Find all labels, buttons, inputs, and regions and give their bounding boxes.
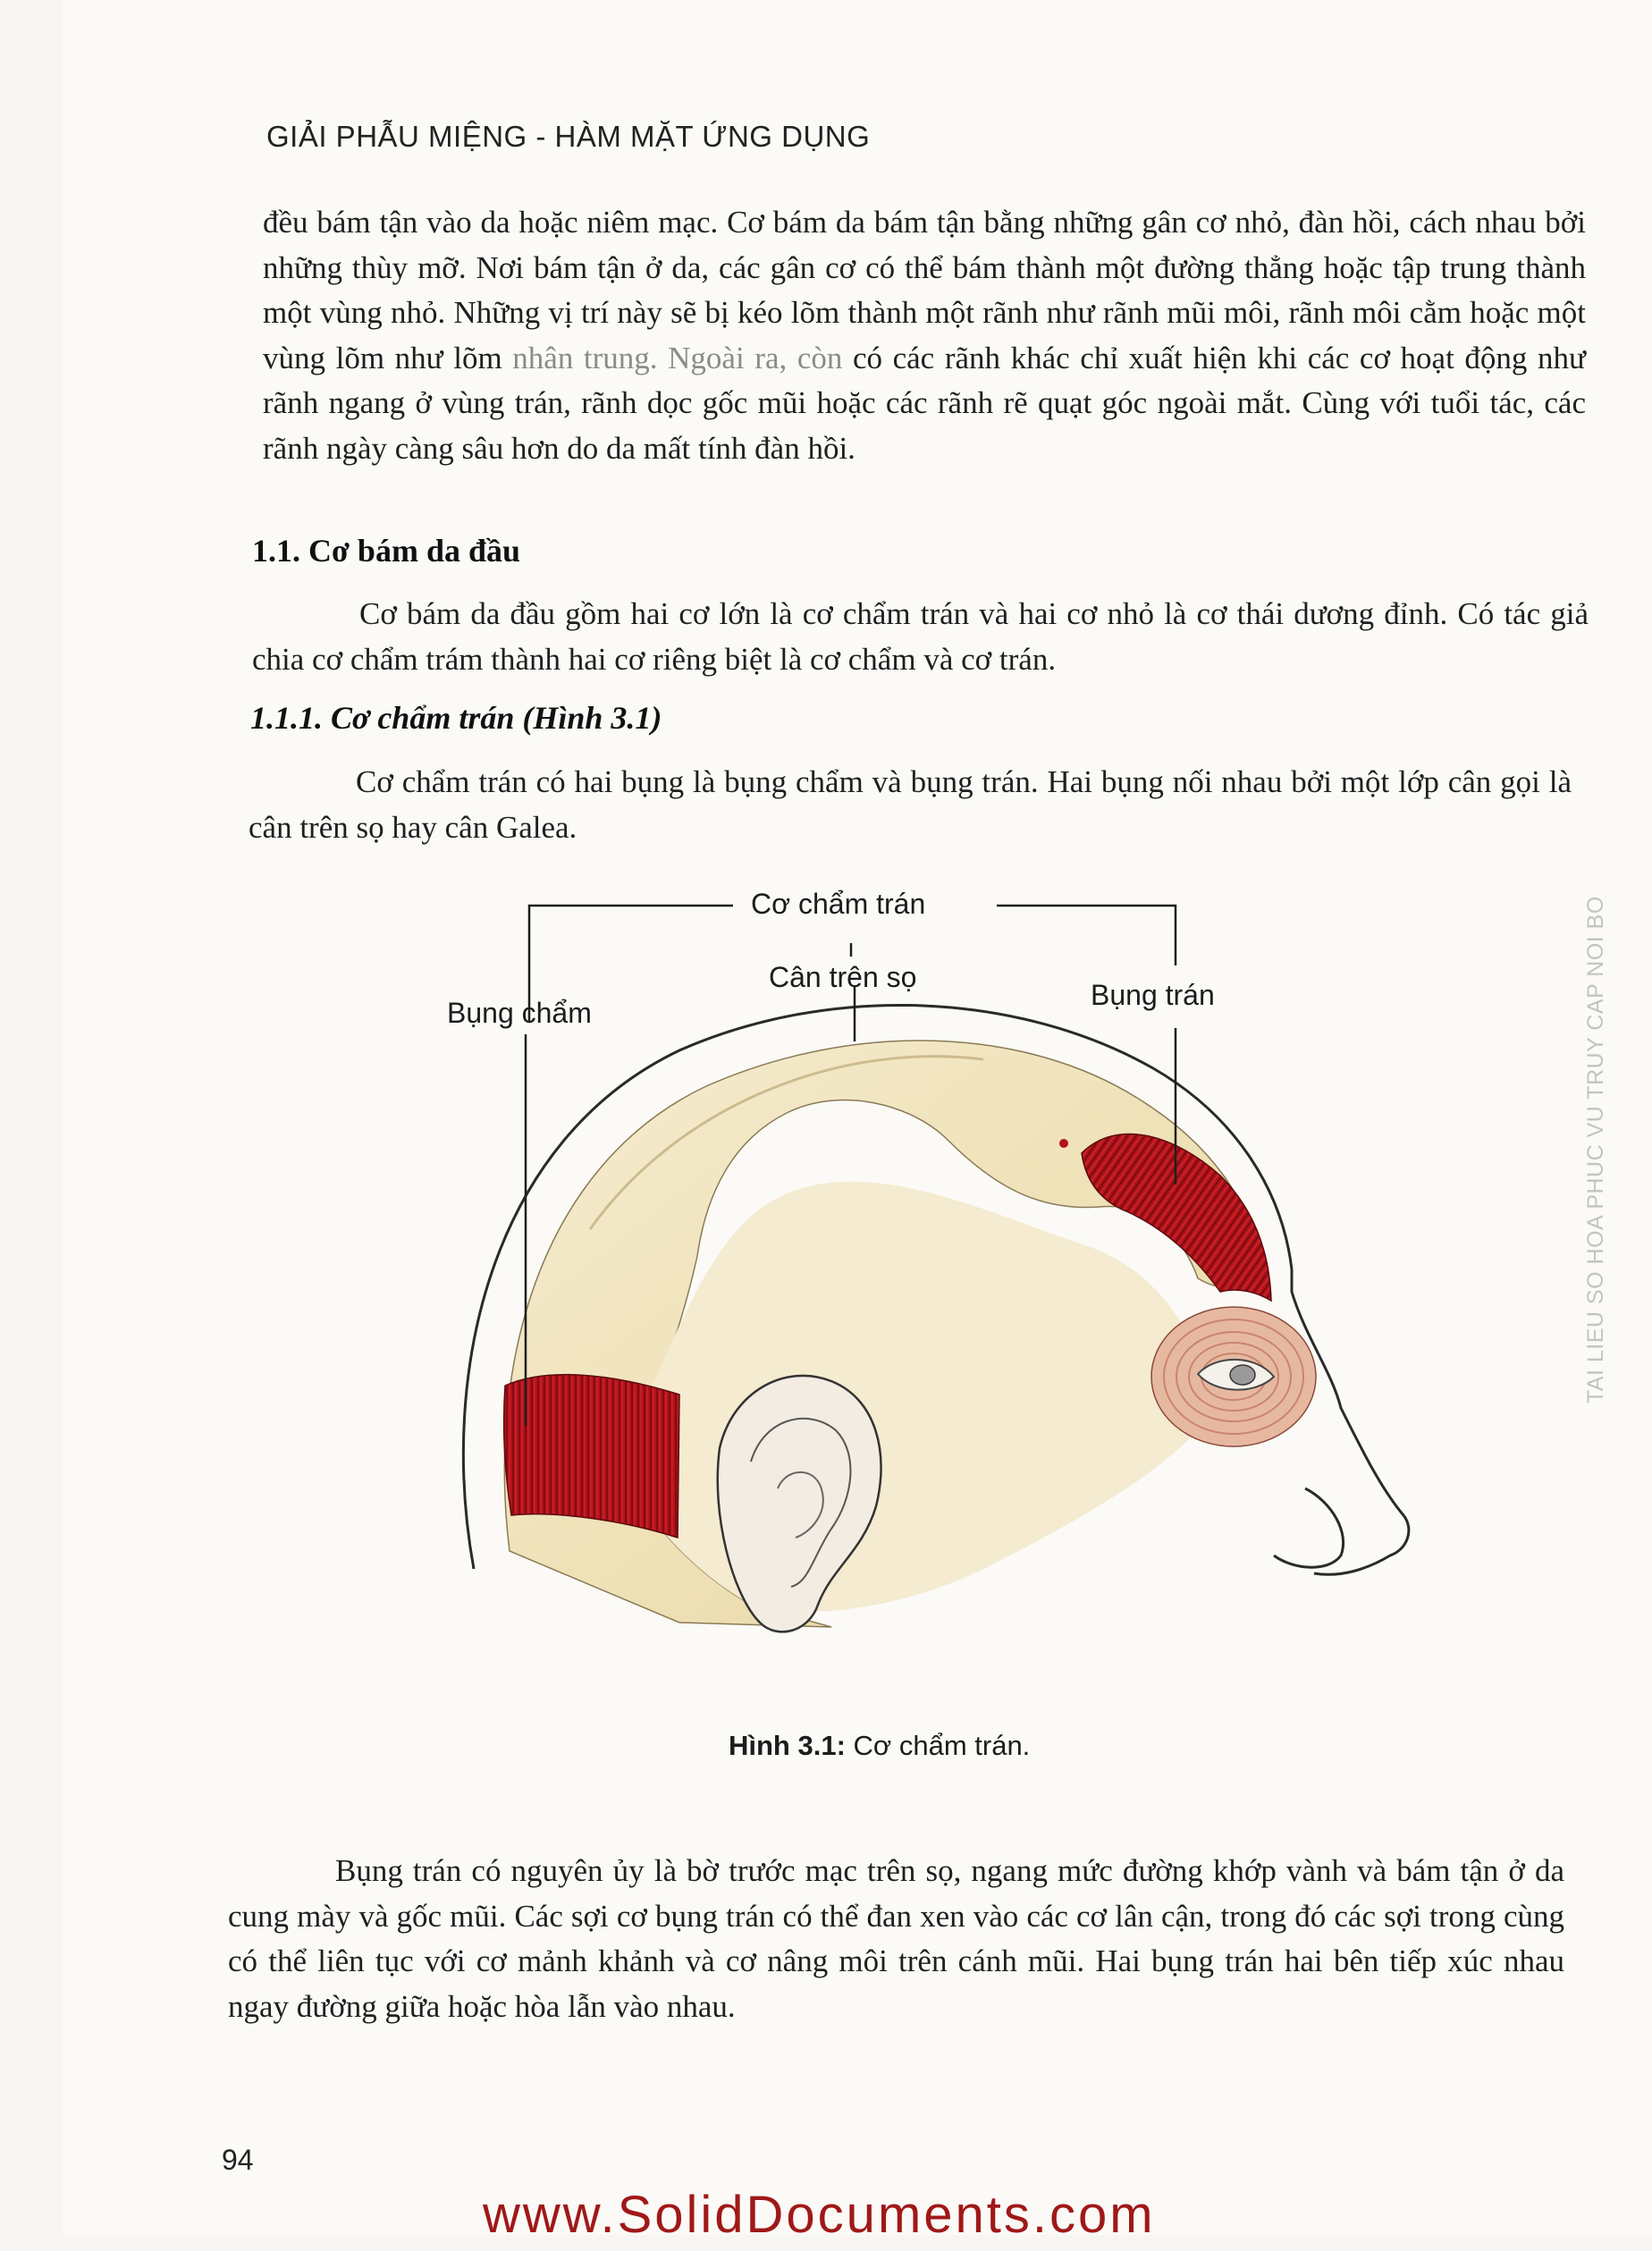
closing-paragraph-text: Bụng trán có nguyên ủy là bờ trước mạc trên sọ, ngang mức đường khớp vành và bám tận ở da cung mày và gốc mũi. Các sợi cơ bụng trán có thể đan xen vào các cơ lân cận, trong đó các sợi trong cùng có thể liên tục với cơ mảnh khảnh và cơ nâng môi trên cánh mũi. Hai bụng trán hai bên tiếp xúc nhau ngay đường giữa hoặc hòa lẫn vào nhau. [228,1853,1564,2024]
footer-site-watermark [483,2179,1156,2212]
caption-prefix: Hình 3.1: [729,1730,846,1761]
section-title: 1.1. Cơ bám da đầu [252,533,521,569]
label-frontal-belly: Bụng trán [1091,979,1215,1011]
page-number: 94 [222,2144,254,2176]
label-occipital-belly: Bụng chẩm [447,997,592,1029]
caption-text: Cơ chẩm trán. [845,1730,1031,1761]
subsection-title: 1.1.1. Cơ chẩm trán (Hình 3.1) [250,700,662,736]
watermark: TAI LIEU SO HOA PHUC VU TRUY CAP NOI BO [1583,896,1608,1404]
figure-illustration [411,872,1448,1658]
nose [1274,1488,1344,1567]
intro-text-rest: có các rãnh khác chỉ xuất hiện khi các cơ hoạt động như rãnh ngang ở vùng trán, rãnh dọc gốc mũi hoặc các rãnh rẽ quạt góc ngoài mắt. Cùng với tuổi tác, các rãnh ngày càng sâu hơn do da mất tính đàn hồi. [263,340,1586,466]
occipital-belly [504,1375,679,1538]
intro-text-main: đều bám tận vào da hoặc niêm mạc. Cơ bám da bám tận bằng những gân cơ nhỏ, đàn hồi, cách nhau bởi những thùy mỡ. Nơi bám tận ở da, các gân cơ có thể bám thành một đường thẳng hoặc tập trung thành một vùng nhỏ. Những vị trí này sẽ bị kéo lõm thành một rãnh như rãnh mũi môi, rãnh môi cằm hoặc một vùng lõm như lõm [263,205,1586,375]
running-header: GIẢI PHẪU MIỆNG - HÀM MẶT ỨNG DỤNG [266,120,871,153]
face-region [617,1182,1216,1612]
section-paragraph-text: Cơ bám da đầu gồm hai cơ lớn là cơ chẩm trán và hai cơ nhỏ là cơ thái dương đỉnh. Có tác giả chia cơ chẩm trám thành hai cơ riêng biệt là cơ chẩm và cơ trán. [252,596,1589,677]
label-galea: Cân trên sọ [769,961,917,993]
orbicularis-oculi [1151,1307,1316,1446]
intro-paragraph [263,200,1586,471]
closing-paragraph [228,1849,1564,2029]
figure-caption [729,1730,1030,1762]
figure-occipitofrontalis [411,872,1448,1658]
intro-text-faded: nhân trung. Ngoài ra, còn [512,340,843,375]
label-occipitofrontalis: Cơ chẩm trán [751,888,926,920]
section-paragraph [252,592,1589,682]
subsection-paragraph-text: Cơ chẩm trán có hai bụng là bụng chẩm và bụng trán. Hai bụng nối nhau bởi một lớp cân gọi là cân trên sọ hay cân Galea. [249,764,1572,845]
subsection-paragraph [249,760,1572,850]
frontal-spot [1059,1139,1068,1148]
